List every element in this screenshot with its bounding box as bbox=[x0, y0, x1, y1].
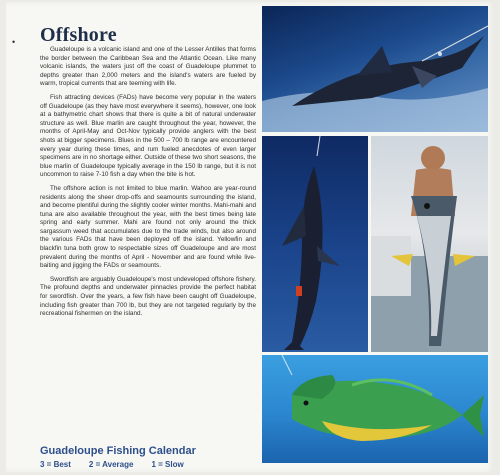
page-title: Offshore bbox=[40, 24, 117, 46]
marlin-jumping-photo bbox=[262, 6, 488, 132]
mahi-mahi-photo bbox=[262, 355, 488, 463]
angler-with-tuna-photo bbox=[371, 136, 488, 352]
paragraph-fads: Fish attracting devices (FADs) have become very popular in the waters off Guadeloupe (as they have most everywhere it seems), however, one look at a bathymetric chart shows that there is quite a bit of natural underwater structure as well. Blue marlin are caught throughout the year, however, the months of April-May and Oct-Nov typically provide anglers with the best shots at bigger specimens. Blues in the 500 – 700 lb range are encountered every year during these times, and rum fueled anecdotes of even larger specimens are in no shortage either. Outside of these two short seasons, the blue marlin of Guadeloupe typically average in the 150 lb range, but it is not uncommon to raise 7-10 fish a day when the bite is hot. bbox=[40, 93, 256, 179]
paragraph-other-species: The offshore action is not limited to blue marlin. Wahoo are year-round residents along the sheer drop-offs and seamounts surrounding the island, and become plentiful during the slightly cooler winter months. Mahi-mahi and tuna are also available throughout the year, with the best times being late spring and early summer. Mahi are found not only around the thick sargassum weed that accumulates due to the trade winds, but also around the various FADs that have been deployed off the island. Yellowfin and blackfin tuna both grow to respectable sizes off Guadeloupe and are most prevalent during the months of April - November and are found while live-baiting and jigging the FADs or seamounts. bbox=[40, 184, 256, 270]
article-body bbox=[40, 46, 256, 324]
marlin-underwater-photo bbox=[262, 136, 368, 352]
legend-best: 3 = Best bbox=[40, 460, 71, 469]
margin-mark: • bbox=[12, 37, 16, 47]
legend-slow: 1 = Slow bbox=[151, 460, 184, 469]
paragraph-intro: Guadeloupe is a volcanic island and one of the Lesser Antilles that forms the border between the Caribbean Sea and the Atlantic Ocean. Like many volcanic islands, the waters just off the coast of Guadeloupe plummet to depths greater than 2,000 meters and the island's waters are fueled by warm, tropical currents that are teeming with life. bbox=[40, 46, 256, 88]
paragraph-swordfish: Swordfish are arguably Guadeloupe's most undeveloped offshore fishery. The profound depths and underwater pinnacles provide the perfect habitat for swordfish. Over the years, a few fish have been caught off Guadeloupe, including fish greater than 700 lb, but they are not targeted regularly by the recreational fishermen on the island. bbox=[40, 275, 256, 318]
calendar-title: Guadeloupe Fishing Calendar bbox=[40, 445, 196, 457]
calendar-legend bbox=[40, 460, 260, 469]
fishing-calendar bbox=[40, 445, 260, 469]
legend-average: 2 = Average bbox=[88, 460, 134, 469]
